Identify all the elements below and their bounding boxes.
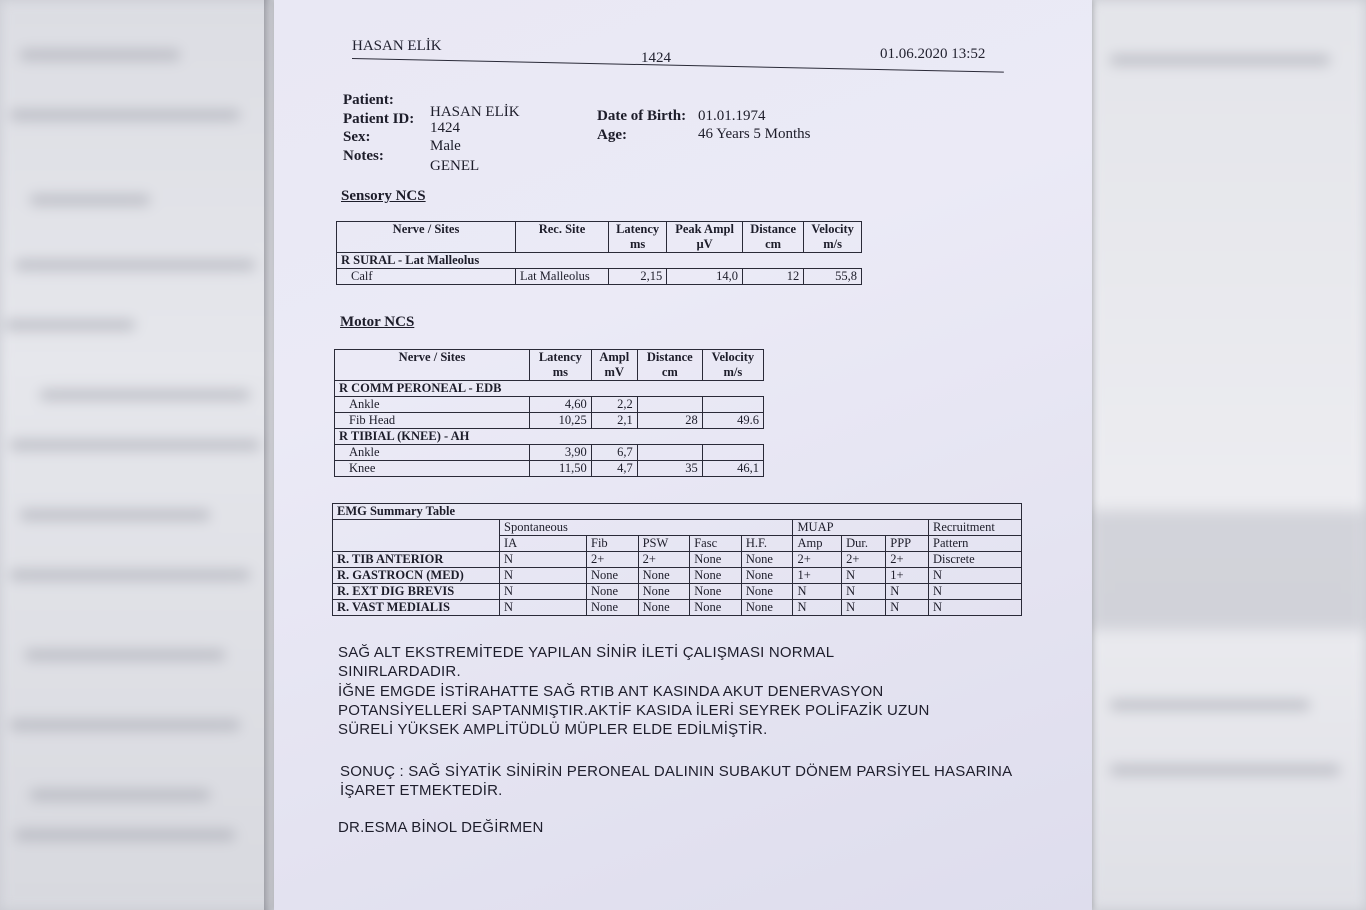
motor-site: Ankle [335, 445, 530, 461]
emg-cell-fasc: None [690, 584, 742, 600]
emg-col-hf: H.F. [741, 536, 793, 552]
blurred-background-left [0, 0, 280, 910]
sensory-group-name: R SURAL - Lat Malleolus [337, 253, 862, 269]
table-row [337, 269, 862, 285]
sensory-ncs-table [336, 221, 862, 285]
emg-title-row [333, 504, 1022, 520]
sensory-peak-ampl: 14,0 [667, 269, 743, 285]
emg-col-amp: Amp [793, 536, 842, 552]
report-paragraph-2: İĞNE EMGDE İSTİRAHATTE SAĞ RTIB ANT KASINDA AKUT DENERVASYON POTANSİYELLERİ SAPTANMIŞTIR.AKTİF KASIDA İLERİ SEYREK POLİFAZİK UZUN SÜRELİ YÜKSEK AMPLİTÜDLÜ MÜPLER ELDE EDİLMİŞTİR. [338, 683, 930, 738]
dob-value: 01.01.1974 [698, 108, 766, 124]
emg-cell-fasc: None [690, 568, 742, 584]
emg-cell-hf: None [741, 552, 793, 568]
table-row [333, 584, 1022, 600]
report-conclusion: SONUÇ : SAĞ SİYATİK SİNİRİN PERONEAL DALININ SUBAKUT DÖNEM PARSİYEL HASARINA İŞARET ETMEKTEDİR. [340, 763, 1012, 799]
motor-distance: 28 [637, 413, 702, 429]
emg-cell-ia: N [500, 600, 587, 616]
emg-cell-dur: N [842, 568, 886, 584]
emg-spontaneous-header: Spontaneous [500, 520, 793, 536]
paper-shadow-left [264, 0, 274, 910]
motor-ncs-title: Motor NCS [340, 314, 415, 330]
motor-distance: 35 [637, 461, 702, 477]
motor-group-name: R COMM PERONEAL - EDB [335, 381, 764, 397]
report-signature: DR.ESMA BİNOL DEĞİRMEN [338, 819, 544, 836]
motor-site: Knee [335, 461, 530, 477]
sensory-site: Calf [337, 269, 516, 285]
emg-cell-ia: N [500, 568, 587, 584]
motor-latency: 3,90 [530, 445, 592, 461]
motor-distance [637, 397, 702, 413]
table-row [335, 445, 764, 461]
emg-col-dur: Dur. [842, 536, 886, 552]
sensory-rec-site: Lat Malleolus [516, 269, 609, 285]
sensory-col-peak-ampl: Peak Ampl µV [667, 222, 743, 253]
motor-group-name: R TIBIAL (KNEE) - AH [335, 429, 764, 445]
blurred-background-right [1090, 0, 1366, 910]
sensory-header-row [337, 222, 862, 253]
emg-col-pattern: Pattern [929, 536, 1022, 552]
dob-label: Date of Birth: [597, 108, 687, 124]
emg-cell-ia: N [500, 584, 587, 600]
emg-cell-fib: 2+ [587, 552, 639, 568]
table-row [333, 600, 1022, 616]
emg-rows [333, 552, 1022, 616]
motor-site: Ankle [335, 397, 530, 413]
sensory-latency: 2,15 [609, 269, 667, 285]
report-paragraph-1: SAĞ ALT EKSTREMİTEDE YAPILAN SİNİR İLETİ ÇALIŞMASI NORMAL SINIRLARDADIR. [338, 644, 834, 680]
emg-cell-psw: None [638, 584, 690, 600]
emg-muscle-name: R. GASTROCN (MED) [333, 568, 500, 584]
motor-velocity [702, 397, 763, 413]
emg-cell-fib: None [587, 568, 639, 584]
emg-col-ia: IA [500, 536, 587, 552]
motor-velocity: 49.6 [702, 413, 763, 429]
motor-ampl: 6,7 [591, 445, 637, 461]
emg-col-fasc: Fasc [690, 536, 742, 552]
emg-cell-ppp: 2+ [886, 552, 929, 568]
table-row [333, 552, 1022, 568]
emg-summary-title: EMG Summary Table [333, 504, 1022, 520]
age-label: Age: [597, 127, 627, 143]
table-row [335, 413, 764, 429]
notes-label: Notes: [343, 148, 384, 164]
motor-site: Fib Head [335, 413, 530, 429]
emg-cell-ppp: N [886, 600, 929, 616]
emg-cell-dur: 2+ [842, 552, 886, 568]
motor-ampl: 2,2 [591, 397, 637, 413]
age-value: 46 Years 5 Months [698, 126, 811, 142]
emg-muscle-name: R. TIB ANTERIOR [333, 552, 500, 568]
emg-cell-dur: N [842, 600, 886, 616]
sex-value: Male [430, 138, 461, 154]
sensory-group-row [337, 253, 862, 269]
motor-col-ampl: Ampl mV [591, 350, 637, 381]
patient-id-label: Patient ID: [343, 111, 415, 127]
sensory-distance: 12 [742, 269, 803, 285]
emg-cell-fib: None [587, 584, 639, 600]
emg-cell-fib: None [587, 600, 639, 616]
sensory-velocity: 55,8 [804, 269, 862, 285]
sensory-col-latency: Latency ms [609, 222, 667, 253]
sensory-col-velocity: Velocity m/s [804, 222, 862, 253]
motor-ampl: 4,7 [591, 461, 637, 477]
emg-cell-amp: N [793, 600, 842, 616]
emg-cell-amp: 2+ [793, 552, 842, 568]
emg-cell-pattern: N [929, 584, 1022, 600]
header-datetime: 01.06.2020 13:52 [880, 46, 986, 62]
motor-header-row [335, 350, 764, 381]
patient-id-value: 1424 [430, 120, 460, 136]
sensory-col-nerve: Nerve / Sites [337, 222, 516, 253]
emg-cell-pattern: N [929, 600, 1022, 616]
motor-velocity [702, 445, 763, 461]
report-paper [274, 0, 1092, 910]
notes-value: GENEL [430, 158, 480, 174]
motor-latency: 11,50 [530, 461, 592, 477]
sensory-ncs-title: Sensory NCS [341, 188, 426, 204]
emg-cell-ppp: N [886, 584, 929, 600]
sex-label: Sex: [343, 129, 371, 145]
emg-cell-psw: 2+ [638, 552, 690, 568]
emg-cell-ppp: 1+ [886, 568, 929, 584]
header-record-number: 1424 [641, 50, 671, 66]
motor-col-nerve: Nerve / Sites [335, 350, 530, 381]
patient-name-value: HASAN ELİK [430, 104, 520, 120]
motor-col-velocity: Velocity m/s [702, 350, 763, 381]
emg-cell-ia: N [500, 552, 587, 568]
emg-group-header-row [333, 520, 1022, 536]
table-row [335, 461, 764, 477]
emg-muscle-name: R. EXT DIG BREVIS [333, 584, 500, 600]
motor-velocity: 46,1 [702, 461, 763, 477]
emg-cell-pattern: Discrete [929, 552, 1022, 568]
emg-cell-amp: 1+ [793, 568, 842, 584]
emg-col-ppp: PPP [886, 536, 929, 552]
emg-cell-hf: None [741, 600, 793, 616]
motor-distance [637, 445, 702, 461]
emg-cell-pattern: N [929, 568, 1022, 584]
motor-col-latency: Latency ms [530, 350, 592, 381]
motor-group-row [335, 381, 764, 397]
motor-latency: 10,25 [530, 413, 592, 429]
emg-summary-table [332, 503, 1022, 616]
emg-muap-header: MUAP [793, 520, 929, 536]
sensory-col-distance: Distance cm [742, 222, 803, 253]
emg-cell-psw: None [638, 568, 690, 584]
motor-ampl: 2,1 [591, 413, 637, 429]
motor-ncs-table [334, 349, 764, 477]
emg-cell-hf: None [741, 584, 793, 600]
emg-cell-dur: N [842, 584, 886, 600]
table-row [333, 568, 1022, 584]
emg-col-psw: PSW [638, 536, 690, 552]
emg-cell-amp: N [793, 584, 842, 600]
emg-col-fib: Fib [587, 536, 639, 552]
emg-cell-psw: None [638, 600, 690, 616]
patient-label: Patient: [343, 92, 394, 108]
header-patient-name: HASAN ELİK [352, 38, 442, 54]
motor-latency: 4,60 [530, 397, 592, 413]
motor-col-distance: Distance cm [637, 350, 702, 381]
emg-cell-hf: None [741, 568, 793, 584]
emg-muscle-header [333, 520, 500, 552]
emg-muscle-name: R. VAST MEDIALIS [333, 600, 500, 616]
emg-recruitment-header: Recruitment [929, 520, 1022, 536]
sensory-col-rec-site: Rec. Site [516, 222, 609, 253]
emg-cell-fasc: None [690, 552, 742, 568]
motor-group-row [335, 429, 764, 445]
emg-cell-fasc: None [690, 600, 742, 616]
table-row [335, 397, 764, 413]
